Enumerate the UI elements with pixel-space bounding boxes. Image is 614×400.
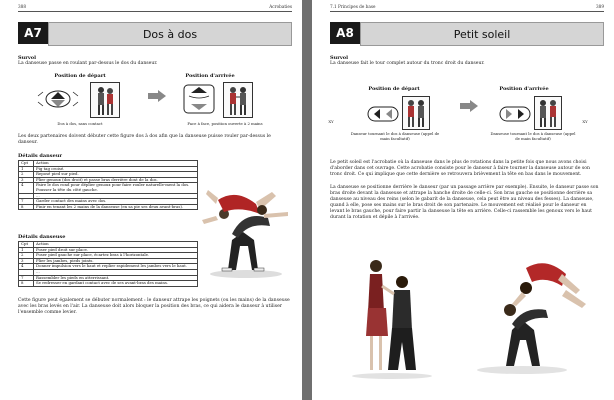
survol-text: La danseuse passe en roulant par-dessus le dos du danseur. — [18, 61, 158, 66]
column-header-count: Cpt — [19, 242, 34, 248]
column-header-count: Cpt — [19, 161, 34, 167]
end-position-caption: Face à face, position ouverte à 2 mains — [187, 121, 263, 126]
right-page — [312, 0, 614, 400]
column-header-action: Action — [34, 161, 198, 167]
cell-action: Donner impulsion vers le haut et replier rapidement les jambes vers le haut. — [34, 264, 198, 270]
end-position-photo — [223, 82, 253, 118]
start-position-caption: Dos à dos, sans contact — [57, 121, 103, 126]
dancer-details-heading: Détails danseur — [18, 153, 63, 159]
cell-action: Poser pied gauche sur place, écartez bras à l'horizontale. — [34, 253, 198, 259]
figure-title: Petit soleil — [360, 22, 604, 46]
arrow-right-icon — [148, 90, 166, 102]
bottom-paragraph: Cette figure peut également se débuter normalement : le danseur attrape les poignets (ou les mains) de la danseuse avec les bras levés en l'air. La danseuse doit alors bloquer la position des bras, ce qui aidera le danseur à utiliser l'ensemble comme levier. — [18, 298, 290, 315]
cell-action: Rassembler les pieds en atterrissant. — [34, 275, 198, 281]
survol-heading: Survol — [330, 55, 349, 61]
cell-action: Poser pied droit sur place. — [34, 247, 198, 253]
cell-count: 1 — [19, 247, 34, 253]
dancers-photo-flip — [462, 246, 592, 376]
woman-details-heading: Détails danseuse — [18, 234, 66, 240]
start-position-photo — [402, 96, 430, 130]
cell-action: Finir en tenant les 2 mains de la danseuse (en sa pie ses deux avant-bras). — [34, 204, 198, 210]
cell-count: 7 — [19, 199, 34, 205]
header-rule — [18, 11, 292, 12]
table-row — [19, 281, 198, 287]
dancers-photo-standing — [342, 252, 442, 380]
intro-paragraph: Les deux partenaires doivent débuter cette figure dos à dos afin que la danseuse puisse rouler par-dessus le danseur. — [18, 134, 271, 145]
start-position-caption: Danseur tournant le dos à danseuse (appel de main facultatif) — [350, 131, 440, 141]
cell-action: Garder contact des mains avec dos. — [34, 199, 198, 205]
header-rule — [330, 11, 604, 12]
cell-count: 8 — [19, 204, 34, 210]
running-header-right: 7.1 Principes de base — [330, 4, 376, 9]
end-position-diagram — [178, 82, 224, 118]
start-position-diagram — [366, 104, 402, 126]
dancer-steps-table — [18, 160, 198, 210]
xy-label: XY — [582, 119, 588, 124]
cell-count: 3 — [19, 177, 34, 183]
intro-paragraph: Le petit soleil est l'acrobatie où la danseuse dans le plus de rotations dans la petite fois que nous avons choisi d'aborder dans cet ouvrage. Cette acrobatie consiste pour le danseur à faire tourner la danseuse autour de son tronc droit. Ce qui implique que cette dernière se retrouvera brièvement la tête en bas dans le mouvement. — [330, 160, 590, 177]
cell-count: 1 — [19, 166, 34, 172]
survol-text: La danseuse fait le tour complet autour du tronc droit du danseur. — [330, 61, 485, 66]
cell-action: Se redresser en gardant contact avec de ses avant-bras des mains. — [34, 281, 198, 287]
cell-count: 3 — [19, 258, 34, 264]
page-number-left: 388 — [18, 4, 26, 9]
cell-count: 2 — [19, 253, 34, 259]
running-header-left: Acrobaties — [269, 4, 292, 9]
end-position-label: Position d'arrivée — [185, 73, 235, 79]
start-position-photo — [90, 82, 120, 118]
column-header-action: Action — [34, 242, 198, 248]
xy-label: XY — [328, 119, 334, 124]
end-position-diagram — [498, 104, 534, 126]
cell-count: 4 — [19, 264, 34, 270]
figure-tag: A8 — [330, 22, 360, 44]
cell-count: 7 — [19, 275, 34, 281]
table-row — [19, 264, 198, 270]
cell-count: 2 — [19, 172, 34, 178]
cell-action: Plier les jambes, pieds joints. — [34, 258, 198, 264]
cell-count: 4 — [19, 183, 34, 193]
start-position-label: Position de départ — [54, 73, 106, 79]
end-position-caption: Danseuse tournant le dos à danseuse (appel de main facultatif) — [490, 131, 576, 141]
cell-action: Faire le dos rond pour déplier genoux pour faire rouler naturelle-ment la dos. Pousser la tête du côté gauche. — [34, 183, 198, 193]
end-position-label: Position d'arrivée — [499, 86, 549, 92]
cell-action: ... — [34, 269, 198, 275]
page-number-right: 389 — [596, 4, 604, 9]
cell-action: ... — [34, 193, 198, 199]
end-position-photo — [534, 96, 562, 130]
arrow-right-icon — [460, 100, 478, 112]
cell-action: Plier genoux (dos droit) et passe bras derrière dont de la dos. — [34, 177, 198, 183]
cell-action: Reposé pied sur pied. — [34, 172, 198, 178]
dancers-photo — [198, 170, 296, 280]
start-position-label: Position de départ — [368, 86, 420, 92]
cell-count: 8 — [19, 281, 34, 287]
figure-title: Dos à dos — [48, 22, 292, 46]
technique-paragraph: La danseuse se positionne derrière le danseur (par un passage arrière par exemple). Ensuite, le danseur passe son bras droite devant la danseuse et attrape la hanche droite de celle-ci. Son bras gauche se positionne derrière sa danseuse au niveau des reins (selon le gabarit de la danseuse, cela peut être au niveau des fesses). La danseuse, quand à elle, pose ses mains sur le bras droit de son partenaire. Le mouvement est réalisé pour le danseur en levant le bras gauche, pour faire partir la danseuse la tête en arrière. Celle-ci rassemble les genoux vers le haut durant la rotation et dépile à l'arrivée. — [330, 185, 599, 220]
woman-steps-table — [18, 241, 198, 287]
left-page — [0, 0, 302, 400]
survol-heading: Survol — [18, 55, 37, 61]
figure-tag: A7 — [18, 22, 48, 44]
cell-action: Pig tag croisé. — [34, 166, 198, 172]
table-row — [19, 204, 198, 210]
table-row — [19, 183, 198, 193]
